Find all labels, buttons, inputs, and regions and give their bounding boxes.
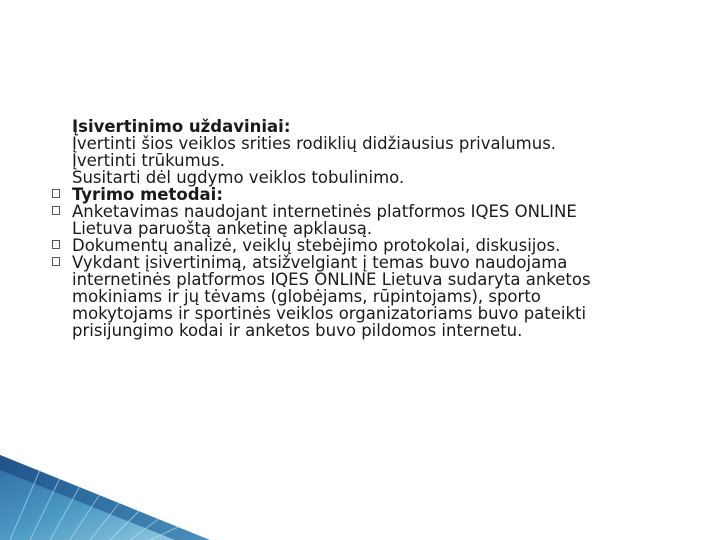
text-line-content: Lietuva paruoštą anketinę apklausą. (72, 219, 373, 238)
text-line-content: Anketavimas naudojant internetinės platformos IQES ONLINE (72, 202, 577, 221)
text-line (52, 322, 672, 339)
text-body (52, 118, 672, 339)
text-line-content: Vykdant įsivertinimą, atsižvelgiant į temas buvo naudojama (72, 253, 568, 272)
text-line-content: Įvertinti trūkumus. (72, 151, 225, 170)
bullet-icon (52, 240, 60, 249)
text-line (52, 186, 672, 203)
text-line (52, 152, 672, 169)
text-line (52, 118, 672, 135)
text-line-content: Tyrimo metodai: (72, 185, 223, 204)
text-line-content: Dokumentų analizė, veiklų stebėjimo protokolai, diskusijos. (72, 236, 561, 255)
text-line (52, 169, 672, 186)
text-line (52, 203, 672, 220)
bullet-icon (52, 189, 60, 198)
text-line-content: prisijungimo kodai ir anketos buvo pildomos internetu. (72, 321, 523, 340)
text-line (52, 237, 672, 254)
text-line (52, 271, 672, 288)
text-line (52, 254, 672, 271)
text-line (52, 135, 672, 152)
text-line-content: Susitarti dėl ugdymo veiklos tobulinimo. (72, 168, 405, 187)
text-line-content: internetinės platformos IQES ONLINE Lietuva sudaryta anketos (72, 270, 591, 289)
text-line (52, 220, 672, 237)
text-line (52, 305, 672, 322)
text-line (52, 288, 672, 305)
bullet-icon (52, 206, 60, 215)
text-line-content: Įvertinti šios veiklos srities rodiklių didžiausius privalumus. (72, 134, 557, 153)
text-line-content: mokiniams ir jų tėvams (globėjams, rūpintojams), sporto (72, 287, 541, 306)
text-line-content: mokytojams ir sportinės veiklos organizatoriams buvo pateikti (72, 304, 587, 323)
text-line-content: Įsivertinimo uždaviniai: (72, 117, 291, 136)
bullet-icon (52, 257, 60, 266)
